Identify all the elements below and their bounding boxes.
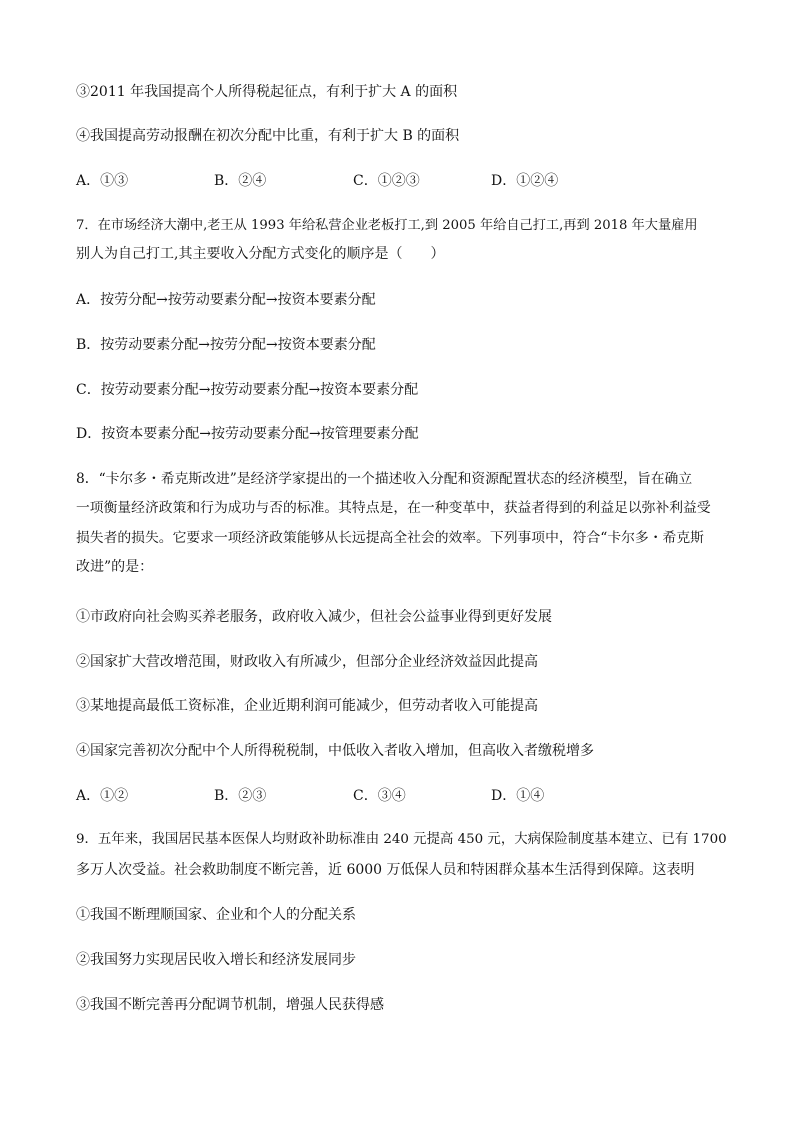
q6-option-d: D．①②④ — [491, 173, 559, 189]
q6-statement-4: ④我国提高劳动报酬在初次分配中比重，有利于扩大 B 的面积 — [76, 128, 460, 144]
q7-stem-line-1: 7．在市场经济大潮中,老王从 1993 年给私营企业老板打工,到 2005 年给自己打工,再到 2018 年大量雇用 — [76, 218, 698, 233]
q9-stem-line-2: 多万人次受益。社会救助制度不断完善，近 6000 万低保人员和特困群众基本生活得到保障。这表明 — [76, 862, 695, 878]
q7-stem-line-2: 别人为自己打工,其主要收入分配方式变化的顺序是（ ） — [76, 246, 445, 262]
q8-statement-3: ③某地提高最低工资标准，企业近期利润可能减少，但劳动者收入可能提高 — [76, 698, 538, 714]
q8-option-d: D．①④ — [491, 788, 545, 804]
q8-stem-line-3: 损失者的损失。它要求一项经济政策能够从长远提高全社会的效率。下列事项中，符合“卡尔多・希克斯 — [76, 530, 704, 546]
q6-option-a: A．①③ — [76, 173, 129, 189]
q7-option-a: A．按劳分配→按劳动要素分配→按资本要素分配 — [76, 292, 376, 308]
q8-stem-line-4: 改进”的是： — [76, 559, 154, 575]
q9-statement-1: ①我国不断理顺国家、企业和个人的分配关系 — [76, 907, 356, 923]
q9-statement-3: ③我国不断完善再分配调节机制，增强人民获得感 — [76, 997, 384, 1013]
q7-option-b: B．按劳动要素分配→按劳分配→按资本要素分配 — [76, 337, 376, 353]
q9-stem-line-1: 9．五年来，我国居民基本医保人均财政补助标准由 240 元提高 450 元，大病保险制度基本建立、已有 1700 — [76, 832, 727, 847]
q8-option-b: B．②③ — [214, 788, 267, 804]
q7-option-c: C．按劳动要素分配→按劳动要素分配→按资本要素分配 — [76, 382, 419, 398]
q9-statement-2: ②我国努力实现居民收入增长和经济发展同步 — [76, 952, 356, 968]
q6-statement-3: ③2011 年我国提高个人所得税起征点，有利于扩大 A 的面积 — [76, 84, 458, 100]
q8-option-a: A．①② — [76, 788, 129, 804]
q8-option-c: C．③④ — [353, 788, 406, 804]
q6-option-b: B．②④ — [214, 173, 267, 189]
q7-option-d: D．按资本要素分配→按劳动要素分配→按管理要素分配 — [76, 426, 419, 442]
q6-option-c: C．①②③ — [353, 173, 420, 189]
q8-stem-line-1: 8．“卡尔多・希克斯改进”是经济学家提出的一个描述收入分配和资源配置状态的经济模型，旨在确立 — [76, 471, 693, 487]
q8-statement-1: ①市政府向社会购买养老服务，政府收入减少，但社会公益事业得到更好发展 — [76, 609, 552, 625]
q8-stem-line-2: 一项衡量经济政策和行为成功与否的标准。其特点是，在一种变革中，获益者得到的利益足以弥补利益受 — [76, 500, 711, 516]
q8-statement-4: ④国家完善初次分配中个人所得税税制，中低收入者收入增加，但高收入者缴税增多 — [76, 743, 594, 759]
q8-statement-2: ②国家扩大营改增范围，财政收入有所减少，但部分企业经济效益因此提高 — [76, 654, 538, 670]
